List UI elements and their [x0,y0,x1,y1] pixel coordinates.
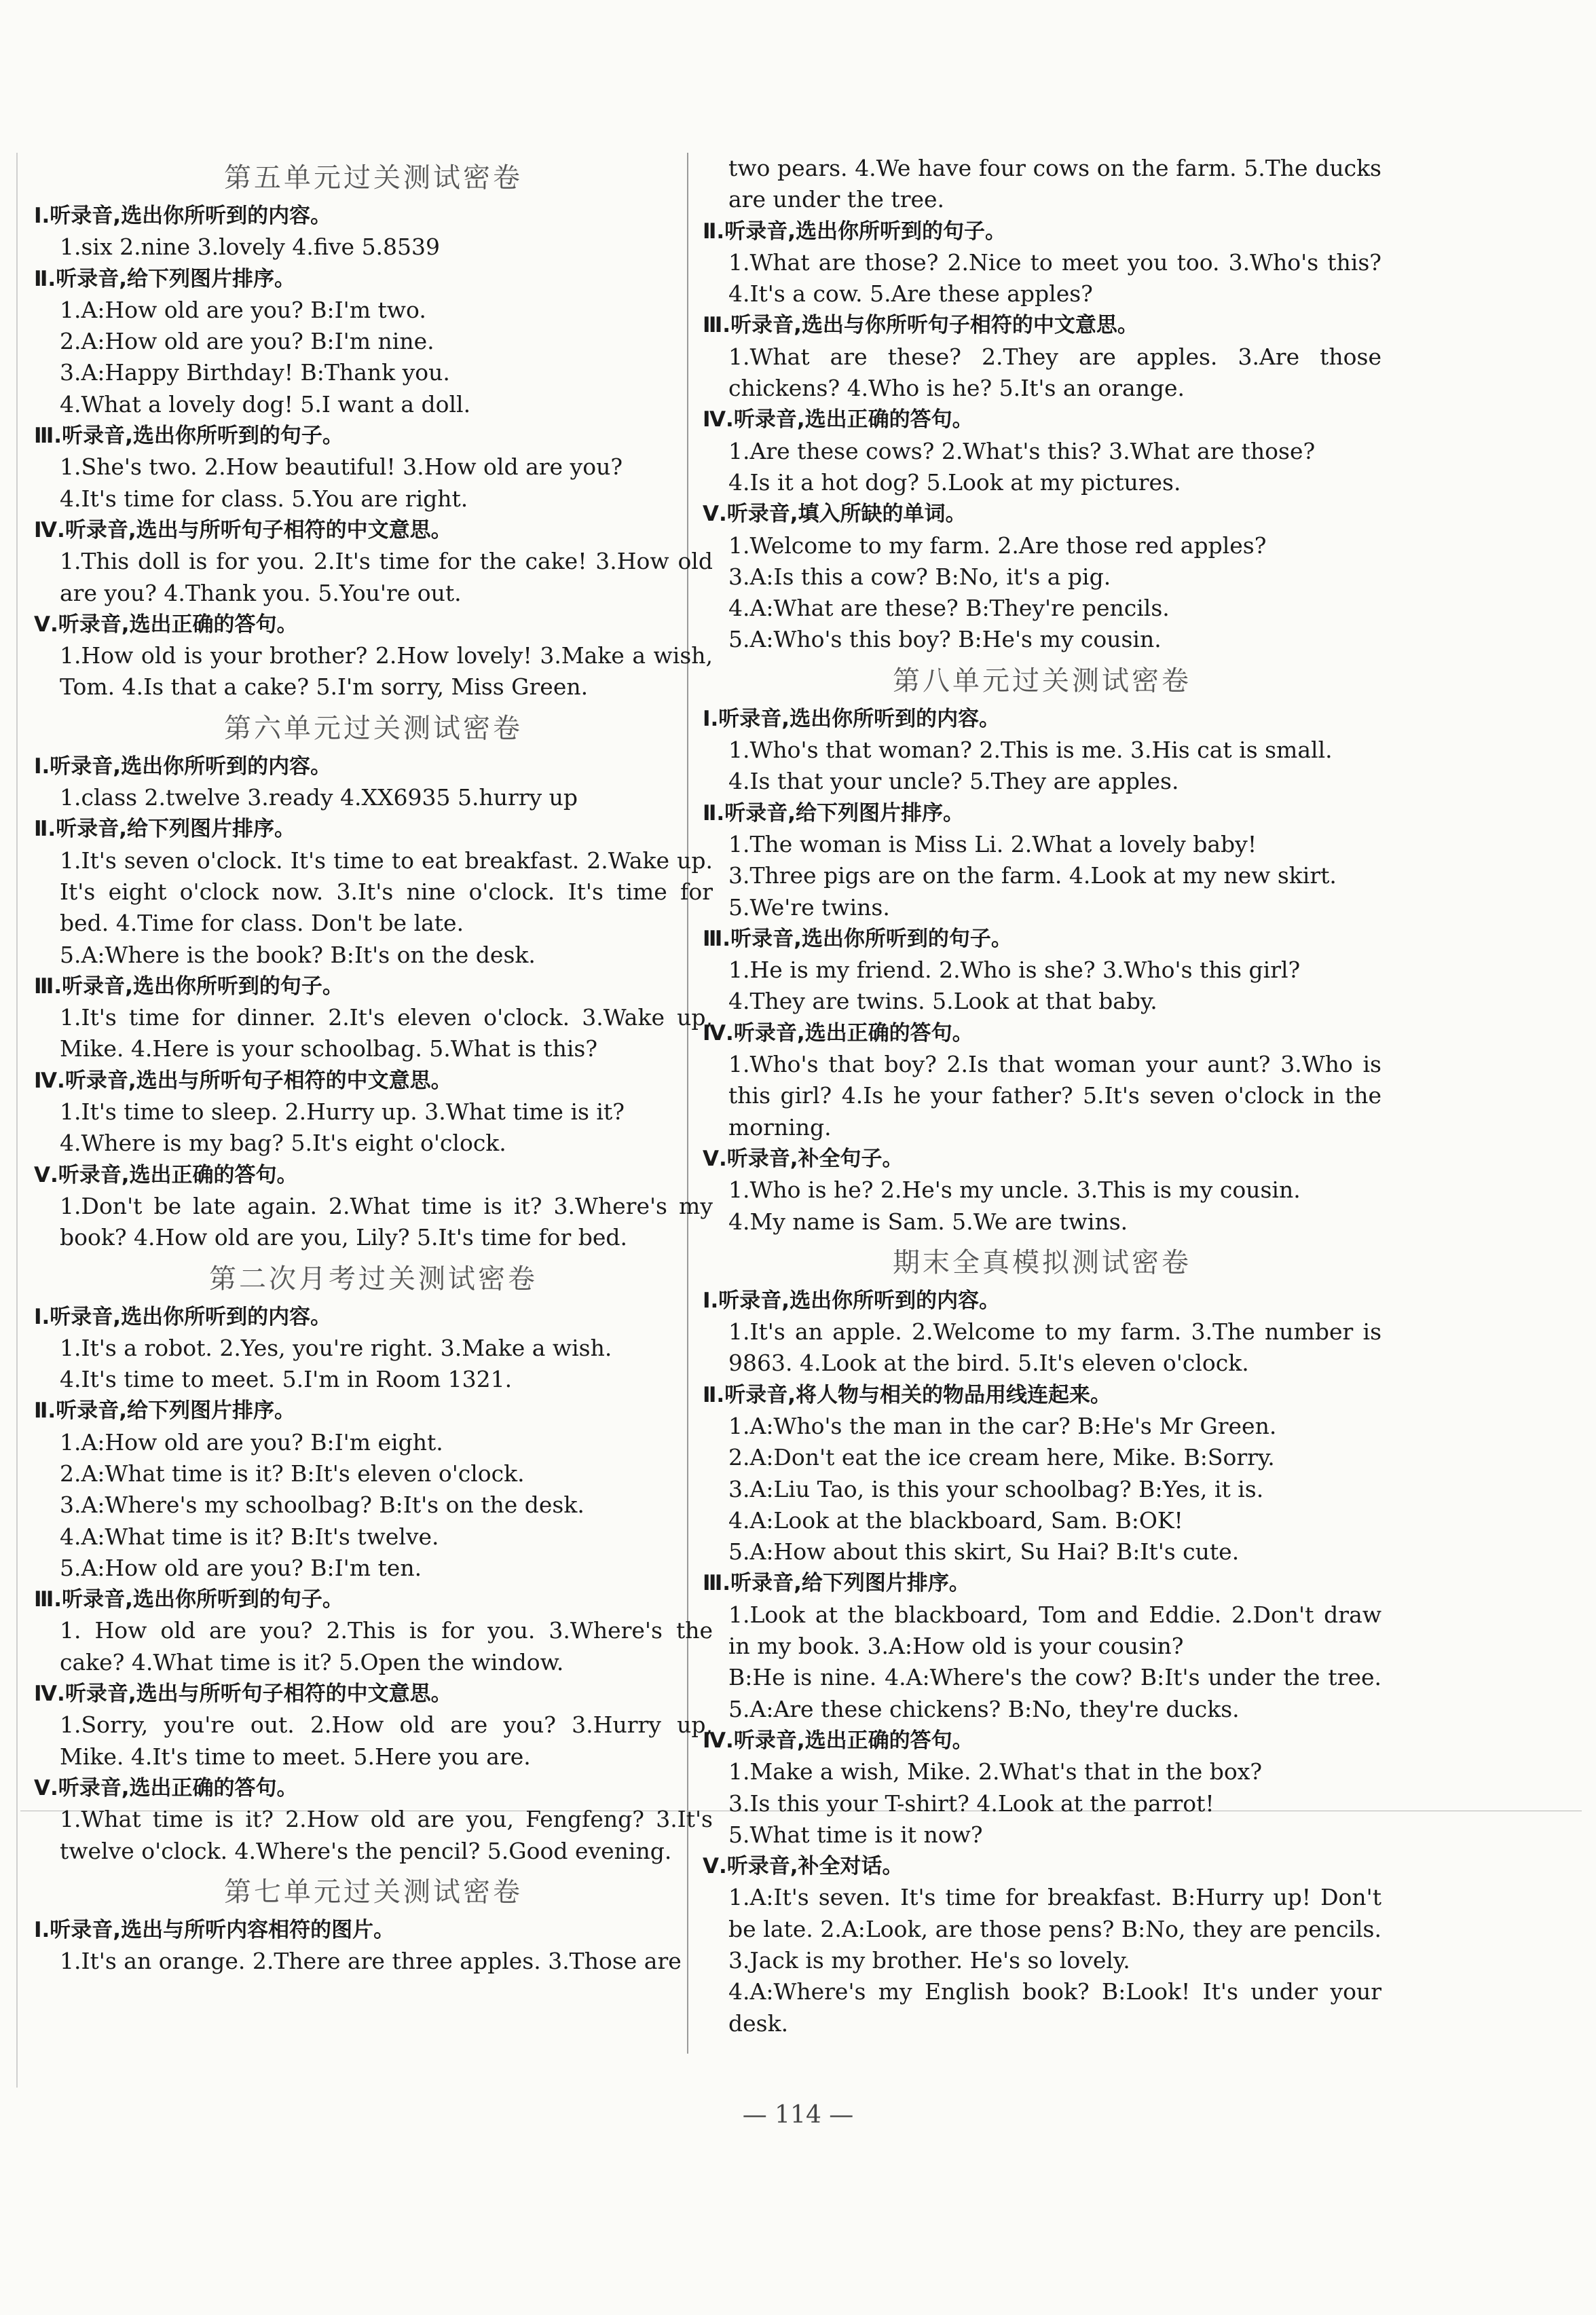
answer-line: 1.Don't be late again. 2.What time is it? 3.Where's my book? 4.How old are you, Lily? 5.It's time for bed. [60,1192,713,1251]
answer-line: 1.Look at the blackboard, Tom and Eddie. 2.Don't draw in my book. 3.A:How old is your cousin? [728,1601,1381,1660]
answer-line: 1.What time is it? 2.How old are you, Fengfeng? 3.It's twelve o'clock. 4.Where's the pencil? 5.Good evening. [60,1806,713,1864]
answer-line: 2.A:Don't eat the ice cream here, Mike. B:Sorry. [728,1444,1275,1471]
question-heading: Ⅰ.听录音,选出你所听到的内容。 [703,706,1001,731]
answer-line: 4.A:What time is it? B:It's twelve. [60,1523,439,1550]
question-heading: Ⅲ.听录音,选出你所听到的句子。 [34,424,344,449]
question-heading: Ⅰ.听录音,选出你所听到的内容。 [703,1288,1001,1313]
answer-line: 1.The woman is Miss Li. 2.What a lovely baby! [728,830,1257,857]
answer-line: 4.It's time to meet. 5.I'm in Room 1321. [60,1366,513,1393]
question-heading: Ⅳ.听录音,选出与所听句子相符的中文意思。 [34,517,452,542]
question-heading: Ⅴ.听录音,补全句子。 [703,1146,904,1171]
question-heading: Ⅴ.听录音,选出正确的答句。 [34,1162,298,1187]
left-column [34,153,713,1977]
answer-line: 4.Where is my bag? 5.It's eight o'clock. [60,1130,506,1157]
answer-line: 4.Is it a hot dog? 5.Look at my pictures. [728,468,1181,496]
answer-line: 4.They are twins. 5.Look at that baby. [728,988,1157,1015]
section-unit-7-continued [703,153,1381,656]
question-heading: Ⅳ.听录音,选出正确的答句。 [703,1020,973,1045]
answer-line: 1.How old is your brother? 2.How lovely! 3.Make a wish, Tom. 4.Is that a cake? 5.I'm sorry, Miss Green. [60,642,713,701]
answer-line: 4.A:Look at the blackboard, Sam. B:OK! [728,1506,1183,1534]
question-heading: Ⅲ.听录音,给下列图片排序。 [703,1571,970,1596]
question-heading: Ⅱ.听录音,给下列图片排序。 [34,266,295,291]
question-heading: Ⅰ.听录音,选出你所听到的内容。 [34,754,332,779]
section-title: 第七单元过关测试密卷 [224,1876,523,1908]
answer-line: 1.What are those? 2.Nice to meet you too. 3.Who's this? 4.It's a cow. 5.Are these apples? [728,248,1381,308]
question-heading: Ⅳ.听录音,选出与所听句子相符的中文意思。 [34,1682,452,1707]
question-heading: Ⅳ.听录音,选出正确的答句。 [703,407,973,432]
question-heading: Ⅲ.听录音,选出与你所听句子相符的中文意思。 [703,313,1138,338]
answer-line: 1.A:Who's the man in the car? B:He's Mr Green. [728,1412,1277,1439]
answer-line: two pears. 4.We have four cows on the farm. 5.The ducks are under the tree. [728,155,1381,213]
answer-line: 1. How old are you? 2.This is for you. 3.Where's the cake? 4.What time is it? 5.Open the window. [60,1617,713,1675]
answer-line: 5.We're twins. [728,893,890,921]
section-unit-8 [703,661,1381,1238]
answer-line: 1.six 2.nine 3.lovely 4.five 5.8539 [60,234,441,261]
question-heading: Ⅲ.听录音,选出你所听到的句子。 [703,926,1012,951]
question-heading: Ⅰ.听录音,选出你所听到的内容。 [34,204,332,228]
section-title: 期末全真模拟测试密卷 [893,1246,1191,1278]
answer-line: 1.It's an orange. 2.There are three apples. 3.Those are [60,1948,682,1975]
question-heading: Ⅲ.听录音,选出你所听到的句子。 [34,1587,344,1612]
section-title: 第六单元过关测试密卷 [224,712,523,744]
question-heading: Ⅴ.听录音,选出正确的答句。 [34,612,298,637]
answer-line: 1.It's time for dinner. 2.It's eleven o'clock. 3.Wake up, Mike. 4.Here is your schoolbag. 5.What is this? [60,1004,713,1062]
answer-line: 4.My name is Sam. 5.We are twins. [728,1208,1128,1235]
answer-line: 3.Is this your T-shirt? 4.Look at the parrot! [728,1790,1214,1817]
answer-line: 1.It's an apple. 2.Welcome to my farm. 3.The number is 9863. 4.Look at the bird. 5.It's eleven o'clock. [728,1318,1381,1377]
answer-line: 3.Three pigs are on the farm. 4.Look at my new skirt. [728,862,1337,889]
answer-line: 1.Make a wish, Mike. 2.What's that in the box? [728,1758,1263,1785]
question-heading: Ⅴ.听录音,填入所缺的单词。 [703,502,967,527]
section-final-mock-test [703,1243,1381,2039]
answer-line: 4.Is that your uncle? 5.They are apples. [728,768,1179,795]
question-heading: Ⅰ.听录音,选出与所听内容相符的图片。 [34,1917,395,1942]
answer-line: 4.A:Where's my English book? B:Look! It's under your desk. [728,1978,1381,2037]
answer-line: 3.A:Liu Tao, is this your schoolbag? B:Yes, it is. [728,1475,1264,1502]
question-heading: Ⅱ.听录音,将人物与相关的物品用线连起来。 [703,1382,1111,1407]
section-title: 第八单元过关测试密卷 [893,665,1191,697]
question-heading: Ⅱ.听录音,选出你所听到的句子。 [703,219,1006,244]
section-unit-7 [34,1872,713,1978]
right-column [703,153,1381,2039]
answer-line: 1.He is my friend. 2.Who is she? 3.Who's this girl? [728,957,1301,984]
answer-line: 1.A:How old are you? B:I'm eight. [60,1428,443,1456]
answer-line: 1.Are these cows? 2.What's this? 3.What are those? [728,437,1316,464]
answer-line: 1.Welcome to my farm. 2.Are those red apples? [728,532,1267,559]
answer-line: 1.A:It's seven. It's time for breakfast. B:Hurry up! Don't be late. 2.A:Look, are those pens? B:No, they are pencils. 3.Jack is my brother. He's so lovely. [728,1884,1381,1974]
answer-line: 3.A:Is this a cow? B:No, it's a pig. [728,563,1111,590]
answer-line: 1.class 2.twelve 3.ready 4.XX6935 5.hurry up [60,784,578,811]
question-heading: Ⅱ.听录音,给下列图片排序。 [34,817,295,842]
section-unit-5 [34,158,713,703]
answer-line: 1.Sorry, you're out. 2.How old are you? 3.Hurry up, Mike. 4.It's time to meet. 5.Here you are. [60,1711,713,1770]
question-heading: Ⅴ.听录音,补全对话。 [703,1854,904,1879]
answer-line: 5.A:How about this skirt, Su Hai? B:It's cute. [728,1538,1240,1566]
answer-line: 3.A:Where's my schoolbag? B:It's on the desk. [60,1492,584,1519]
section-monthly-test-2 [34,1259,713,1867]
question-heading: Ⅰ.听录音,选出你所听到的内容。 [34,1304,332,1329]
section-title: 第二次月考过关测试密卷 [209,1263,538,1295]
answer-line: 1.Who's that woman? 2.This is me. 3.His cat is small. [728,737,1333,764]
section-title: 第五单元过关测试密卷 [224,162,523,193]
answer-line: 5.A:Who's this boy? B:He's my cousin. [728,626,1162,653]
answer-line: 4.It's time for class. 5.You are right. [60,485,468,512]
answer-line: 1.It's a robot. 2.Yes, you're right. 3.Make a wish. [60,1334,612,1361]
answer-line: 4.What a lovely dog! 5.I want a doll. [60,390,471,418]
question-heading: Ⅲ.听录音,选出你所听到的句子。 [34,974,344,999]
question-heading: Ⅱ.听录音,给下列图片排序。 [34,1399,295,1424]
answer-line: 4.A:What are these? B:They're pencils. [728,595,1170,622]
section-unit-6 [34,709,713,1254]
answer-line: 5.What time is it now? [728,1821,983,1848]
answer-line: 1.She's two. 2.How beautiful! 3.How old are you? [60,453,623,481]
answer-line: 1.Who is he? 2.He's my uncle. 3.This is my cousin. [728,1177,1301,1204]
question-heading: Ⅳ.听录音,选出与所听句子相符的中文意思。 [34,1068,452,1093]
page-number: — 114 — [742,2101,854,2129]
answer-line: 1.It's seven o'clock. It's time to eat breakfast. 2.Wake up. It's eight o'clock now. 3.It's nine o'clock. It's time for bed. 4.Time for class. Don't be late. [60,847,713,937]
answer-line: 5.A:How old are you? B:I'm ten. [60,1554,422,1581]
answer-line: 1.What are these? 2.They are apples. 3.Are those chickens? 4.Who is he? 5.It's an orange. [728,343,1381,402]
answer-line: 1.It's time to sleep. 2.Hurry up. 3.What time is it? [60,1098,625,1126]
left-margin-line [16,153,18,2088]
answer-line: 1.Who's that boy? 2.Is that woman your aunt? 3.Who is this girl? 4.Is he your father? 5.It's seven o'clock in the morning. [728,1051,1381,1141]
answer-line: 5.A:Where is the book? B:It's on the desk. [60,941,536,968]
answer-line: B:He is nine. 4.A:Where's the cow? B:It's under the tree. 5.A:Are these chickens? B:No, they're ducks. [728,1664,1381,1722]
answer-line: 3.A:Happy Birthday! B:Thank you. [60,359,450,386]
answer-line: 2.A:How old are you? B:I'm nine. [60,328,434,355]
answer-line: 1.A:How old are you? B:I'm two. [60,296,426,323]
question-heading: Ⅳ.听录音,选出正确的答句。 [703,1728,973,1753]
question-heading: Ⅱ.听录音,给下列图片排序。 [703,800,964,826]
question-heading: Ⅴ.听录音,选出正确的答句。 [34,1775,298,1800]
answer-line: 2.A:What time is it? B:It's eleven o'clock. [60,1460,525,1487]
answer-line: 1.This doll is for you. 2.It's time for the cake! 3.How old are you? 4.Thank you. 5.You're out. [60,548,713,606]
